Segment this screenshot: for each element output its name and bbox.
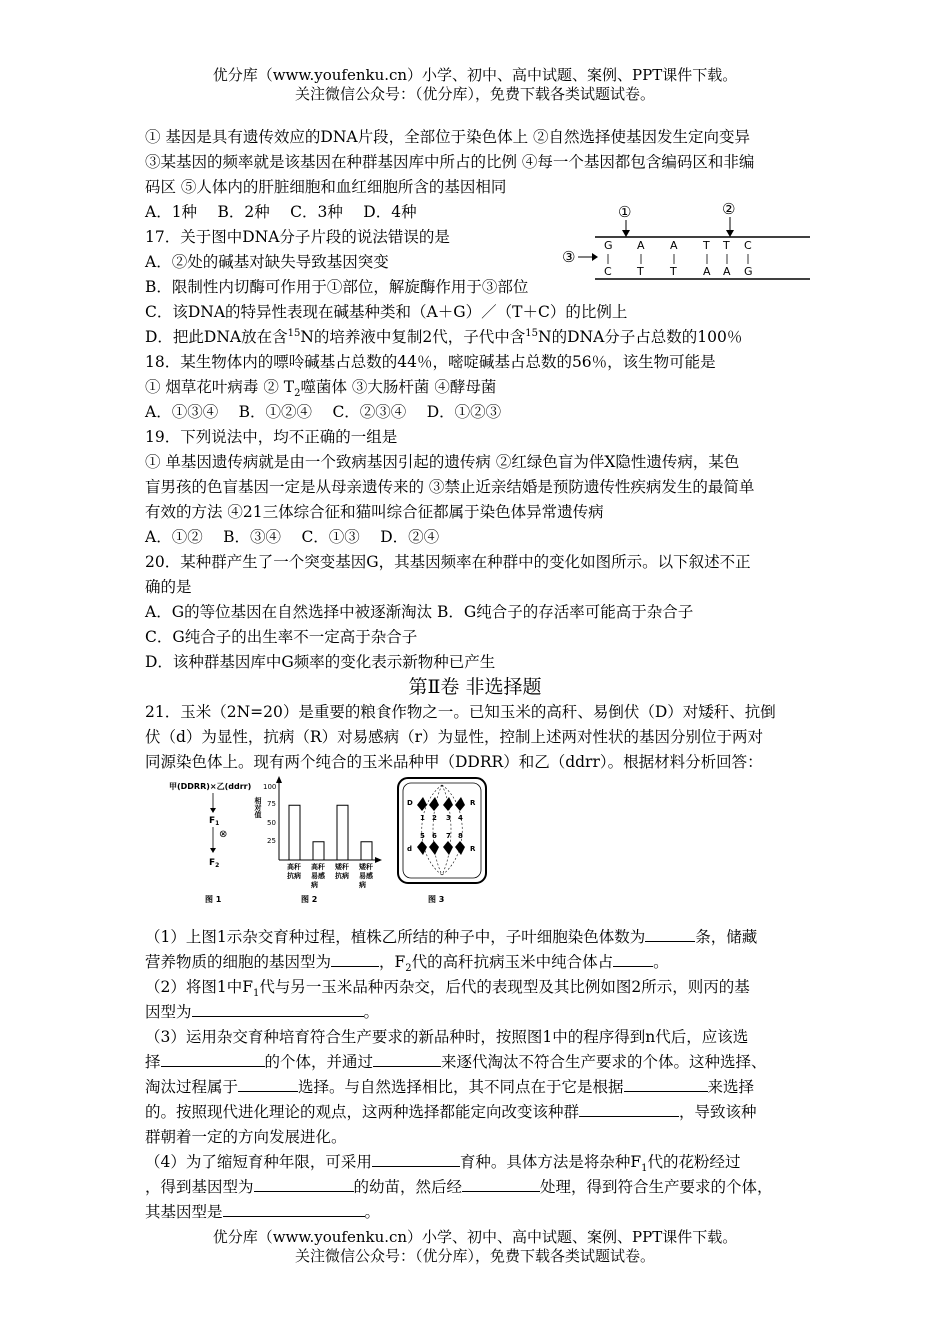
q19-line-3: 有效的方法 ④21三体综合征和猫叫综合征都属于染色体异常遗传病 xyxy=(145,503,604,521)
answer-blank-3e[interactable] xyxy=(579,1101,679,1117)
q20-option-d: D．该种群基因库中G频率的变化表示新物种已产生 xyxy=(145,653,496,671)
q20-line-2: 确的是 xyxy=(145,578,192,596)
fig2-category-label-2: 高秆易感病 xyxy=(311,863,325,889)
fig3-num-6: 6 xyxy=(432,832,437,840)
q21-line-1: 21．玉米（2N=20）是重要的粮食作物之一。已知玉米的高秆、易倒伏（D）对矮秆、抗倒 xyxy=(145,703,776,721)
q21-part1-line-2: 营养物质的细胞的基因型为 ，$F_2$代的高秆抗病玉米中纯合体占 。 xyxy=(145,953,669,975)
fig2-tick-25: 25 xyxy=(267,837,276,845)
q19-line-1: ① 单基因遗传病就是由一个致病基因引起的遗传病 ②红绿色盲为伴X隐性遗传病，某色 xyxy=(145,453,740,471)
answer-blank-3c[interactable] xyxy=(238,1076,298,1092)
q21-part3-line-2: 择 的个体，并通过 来逐代淘汰不符合生产要求的个体。这种选择、 xyxy=(145,1053,767,1071)
fig2-bar-1 xyxy=(289,805,300,860)
footer-line-2: 关注微信公众号：（优分库），免费下载各类试题试卷。 xyxy=(294,1247,655,1265)
answer-blank-4b[interactable] xyxy=(254,1176,354,1192)
answer-blank-1b[interactable] xyxy=(331,951,379,967)
answer-blank-3b[interactable] xyxy=(373,1051,441,1067)
fig1-f1-label: $F_1$ xyxy=(209,816,220,827)
fig2-category-label-1: 高秆抗病 xyxy=(287,863,301,880)
header-line-2: 关注微信公众号：（优分库），免费下载各类试题试卷。 xyxy=(294,85,655,103)
q16-line-1: ① 基因是具有遗传效应的DNA片段，全部位于染色体上 ②自然选择使基因发生定向变异 xyxy=(145,128,751,146)
q21-part3-line-5: 群朝着一定的方向发展进化。 xyxy=(145,1128,347,1146)
base-bottom-1: C xyxy=(604,265,612,278)
answer-blank-3d[interactable] xyxy=(624,1076,708,1092)
q20-option-c: C．G纯合子的出生率不一定高于杂合子 xyxy=(145,628,418,646)
answer-blank-4c[interactable] xyxy=(462,1176,540,1192)
label-site-1: ① xyxy=(618,203,632,221)
q20-line-1: 20．某种群产生了一个突变基因G，其基因频率在种群中的变化如图所示。以下叙述不正 xyxy=(145,553,751,571)
base-bottom-2: T xyxy=(637,265,644,278)
label-site-3: ③ xyxy=(562,248,576,266)
answer-blank-4d[interactable] xyxy=(223,1201,365,1217)
base-top-1: G xyxy=(604,239,613,252)
q21-part3-line-1: （3）运用杂交育种培育符合生产要求的新品种时，按照图1中的程序得到n代后，应该选 xyxy=(145,1028,749,1046)
base-top-2: A xyxy=(637,239,645,252)
fig3-label-D: D xyxy=(407,799,413,807)
fig2-bar-2 xyxy=(313,842,324,860)
base-top-5: T xyxy=(723,239,730,252)
dna-fragment-figure xyxy=(560,200,820,282)
figure-3-cell-division xyxy=(395,775,495,910)
q21-part4-line-1: （4）为了缩短育种年限，可采用 育种。具体方法是将杂种$F_1$代的花粉经过 xyxy=(145,1153,741,1175)
fig2-caption: 图 2 xyxy=(301,895,318,904)
fig3-num-5: 5 xyxy=(420,832,425,840)
header-line-1: 优分库（www.youfenku.cn）小学、初中、高中试题、案例、PPT课件下载。 xyxy=(212,66,738,84)
q19-stem: 19．下列说法中，均不正确的一组是 xyxy=(145,428,398,446)
fig3-num-7: 7 xyxy=(446,832,451,840)
fig3-label-R-bottom: R xyxy=(470,845,476,853)
fig3-caption: 图 3 xyxy=(428,895,445,904)
q21-line-3: 同源染色体上。现有两个纯合的玉米品种甲（DDRR）和乙（ddrr）。根据材料分析回答： xyxy=(145,753,763,771)
q16-line-3: 码区 ⑤人体内的肝脏细胞和血红细胞所含的基因相同 xyxy=(145,178,507,196)
fig2-category-label-3: 矮秆抗病 xyxy=(335,863,349,880)
fig2-tick-50: 50 xyxy=(267,819,276,827)
base-top-3: A xyxy=(670,239,678,252)
q21-part3-line-4: 的。按照现代进化理论的观点，这两种选择都能定向改变该种群 ，导致该种 xyxy=(145,1103,757,1121)
base-bottom-3: T xyxy=(670,265,677,278)
q16-line-2: ③某基因的频率就是该基因在种群基因库中所占的比例 ④每一个基因都包含编码区和非编 xyxy=(145,153,755,171)
fig2-category-label-4: 矮秆易感病 xyxy=(359,863,373,889)
figure-2-bar-chart xyxy=(255,775,390,910)
q21-part4-line-2: ，得到基因型为 的幼苗，然后经 处理，得到符合生产要求的个体， xyxy=(145,1178,773,1196)
answer-blank-2[interactable] xyxy=(192,1001,364,1017)
q20-option-ab: A．G的等位基因在自然选择中被逐渐淘汰 B．G纯合子的存活率可能高于杂合子 xyxy=(145,603,694,621)
footer-line-1: 优分库（www.youfenku.cn）小学、初中、高中试题、案例、PPT课件下载。 xyxy=(212,1228,738,1246)
q19-options: A．①② B．③④ C．①③ D．②④ xyxy=(145,528,440,546)
section-title: 第Ⅱ卷 非选择题 xyxy=(408,676,542,698)
fig3-num-4: 4 xyxy=(458,814,463,822)
q21-line-2: 伏（d）为显性，抗病（R）对易感病（r）为显性，控制上述两对性状的基因分别位于两对 xyxy=(145,728,764,746)
answer-blank-1c[interactable] xyxy=(613,951,653,967)
answer-blank-4a[interactable] xyxy=(372,1151,460,1167)
q18-stem: 18．某生物体内的嘌呤碱基占总数的44％，嘧啶碱基占总数的56％，该生物可能是 xyxy=(145,353,716,371)
fig1-selfing-symbol: ⊗ xyxy=(219,829,228,840)
q21-part4-line-3: 其基因型是 。 xyxy=(145,1203,381,1221)
q21-part1-line-1: （1）上图1示杂交育种过程，植株乙所结的种子中，子叶细胞染色体数为 条，储藏 xyxy=(145,928,758,946)
answer-blank-3a[interactable] xyxy=(161,1051,265,1067)
fig2-tick-75: 75 xyxy=(267,800,276,808)
fig2-bar-3 xyxy=(337,805,348,860)
fig3-label-R-top: R xyxy=(470,799,476,807)
fig2-ylabel: 相对值 xyxy=(254,797,262,818)
q16-options: A．1种 B．2种 C．3种 D．4种 xyxy=(145,203,417,221)
fig1-caption: 图 1 xyxy=(205,895,222,904)
fig3-num-8: 8 xyxy=(458,832,463,840)
base-bottom-4: A xyxy=(703,265,711,278)
q18-options: A．①③④ B．①②④ C．②③④ D．①②③ xyxy=(145,403,502,421)
fig3-num-3: 3 xyxy=(446,814,451,822)
fig3-label-d: d xyxy=(407,845,413,853)
q17-option-a: A．②处的碱基对缺失导致基因突变 xyxy=(145,253,389,271)
base-bottom-6: G xyxy=(744,265,753,278)
q18-items: ① 烟草花叶病毒 ② $T_2$噬菌体 ③大肠杆菌 ④酵母菌 xyxy=(145,378,497,400)
q21-part3-line-3: 淘汰过程属于 选择。与自然选择相比，其不同点在于它是根据 来选择 xyxy=(145,1078,755,1096)
label-site-2: ② xyxy=(722,200,736,218)
fig2-tick-100: 100 xyxy=(263,783,277,791)
q17-option-b: B．限制性内切酶可作用于①部位，解旋酶作用于③部位 xyxy=(145,278,529,296)
q21-part2-line-2: 因型为 。 xyxy=(145,1003,380,1021)
q17-option-c: C．该DNA的特异性表现在碱基种类和（A＋G）／（T＋C）的比例上 xyxy=(145,303,628,321)
fig3-num-2: 2 xyxy=(432,814,437,822)
q17-stem: 17．关于图中DNA分子片段的说法错误的是 xyxy=(145,228,450,246)
fig1-cross-label: 甲(DDRR)×乙(ddrr) xyxy=(169,782,252,791)
base-top-6: C xyxy=(744,239,752,252)
q19-line-2: 盲男孩的色盲基因一定是从母亲遗传来的 ③禁止近亲结婚是预防遗传性疾病发生的最简单 xyxy=(145,478,755,496)
q21-part2-line-1: （2）将图1中$F_1$代与另一玉米品种丙杂交，后代的表现型及其比例如图2所示，则丙的基 xyxy=(145,978,750,1000)
q17-option-d: D．把此DNA放在含$^{15}$N的培养液中复制2代，子代中含$^{15}$N的DNA分子占总数的100％ xyxy=(145,327,743,346)
answer-blank-1a[interactable] xyxy=(645,926,695,942)
base-top-4: T xyxy=(703,239,710,252)
base-bottom-5: A xyxy=(723,265,731,278)
fig2-bar-4 xyxy=(361,842,372,860)
fig3-num-1: 1 xyxy=(420,814,425,822)
fig1-f2-label: $F_2$ xyxy=(209,858,220,869)
